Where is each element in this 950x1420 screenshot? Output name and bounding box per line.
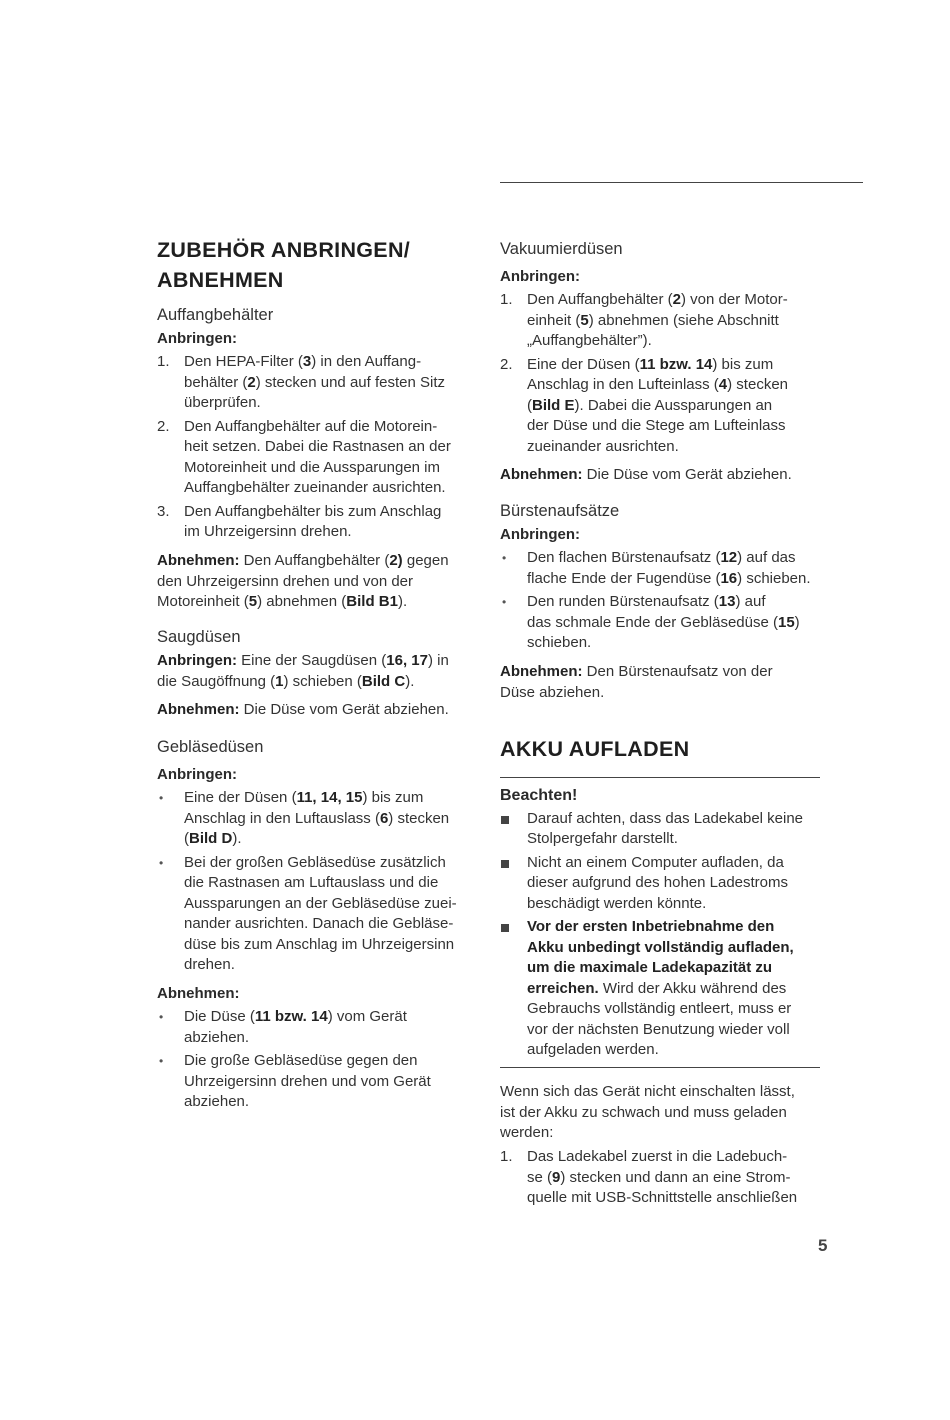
remove-saugduesen <box>157 700 479 721</box>
label-anbringen-4: Anbringen: <box>500 526 580 543</box>
text-line: das schmale Ende der Gebläsedüse (15) <box>527 613 800 631</box>
text-line: Die große Gebläsedüse gegen den <box>184 1052 418 1069</box>
text-line: vor der nächsten Benutzung wieder voll <box>527 1020 790 1038</box>
text-line: Gebrauchs vollständig entleert, muss er <box>527 1000 792 1017</box>
text-line: behälter (2) stecken und auf festen Sitz <box>184 373 445 391</box>
text-line: die Saugöffnung (1) schieben (Bild C). <box>157 672 415 690</box>
text-line: Abnehmen: Den Auffangbehälter (2) gegen <box>157 552 449 569</box>
list-item <box>157 1007 479 1048</box>
text-line: Anbringen: Eine der Saugdüsen (16, 17) in <box>157 652 449 669</box>
list-item <box>157 1051 479 1113</box>
list-vakuumierduesen <box>500 290 822 457</box>
text-line: der Düse und die Stege am Lufteinlass <box>527 417 786 434</box>
text-line: Eine der Düsen (11, 14, 15) bis zum <box>184 789 424 806</box>
list-item <box>157 502 479 543</box>
text-line: düse bis zum Anschlag im Uhrzeigersinn <box>184 935 455 953</box>
section-heading-akku: AKKU AUFLADEN <box>500 737 690 761</box>
text-line: die Rastnasen am Luftauslass und die <box>184 874 439 891</box>
text-line: zueinander ausrichten. <box>527 437 679 455</box>
square-bullet-icon <box>501 924 509 932</box>
list-item <box>500 592 822 654</box>
list-item <box>500 548 822 589</box>
text-line: se (9) stecken und dann an eine Strom- <box>527 1168 791 1186</box>
text-line: erreichen. Wird der Akku während des <box>527 979 787 997</box>
remove-auffangbehaelter <box>157 551 479 613</box>
square-bullet-icon <box>501 860 509 868</box>
square-bullet-icon <box>501 816 509 824</box>
list-buerstenaufsaetze <box>500 548 822 654</box>
text-line: Den flachen Bürstenaufsatz (12) auf das <box>527 549 796 566</box>
text-line: Wenn sich das Gerät nicht einschalten lässt, <box>500 1083 795 1100</box>
list-geblaeseduesen <box>157 788 479 976</box>
heading-line-2: ABNEHMEN <box>157 268 284 292</box>
heading-line-1: ZUBEHÖR ANBRINGEN/ <box>157 238 411 262</box>
page-number: 5 <box>818 1236 828 1255</box>
text-line: im Uhrzeigersinn drehen. <box>184 523 352 540</box>
note-box <box>500 777 820 1068</box>
label-anbringen-2: Anbringen: <box>157 766 237 783</box>
text-line: um die maximale Ladekapazität zu <box>527 959 773 976</box>
intro-text <box>500 1082 822 1144</box>
text-line: dieser aufgrund des hohen Ladestroms <box>527 874 789 891</box>
text-line: überprüfen. <box>184 394 261 411</box>
list-item <box>500 355 822 458</box>
text-line: Anschlag in den Luftauslass (6) stecken <box>184 809 450 827</box>
list-item <box>157 417 479 499</box>
text-line: flache Ende der Fugendüse (16) schieben. <box>527 569 811 587</box>
text-line: Den Auffangbehälter (2) von der Motor- <box>527 291 788 308</box>
note-bottom-rule <box>500 1067 820 1068</box>
subheading-geblaeseduesen: Gebläsedüsen <box>157 738 264 756</box>
text-line: Motoreinheit (5) abnehmen (Bild B1). <box>157 593 408 610</box>
text-line: schieben. <box>527 634 592 651</box>
text-line: Nicht an einem Computer aufladen, da <box>527 853 784 871</box>
text-line: Darauf achten, dass das Ladekabel keine <box>527 809 804 827</box>
text-line: Abnehmen: Die Düse vom Gerät abziehen. <box>157 701 449 718</box>
list-item <box>500 853 820 915</box>
text-line: Eine der Düsen (11 bzw. 14) bis zum <box>527 355 774 373</box>
subheading-vakuumierduesen: Vakuumierdüsen <box>500 240 623 258</box>
text-line: einheit (5) abnehmen (siehe Abschnitt <box>527 311 779 329</box>
text-line: Den Auffangbehälter auf die Motorein- <box>184 417 438 435</box>
remove-vakuumierduesen <box>500 465 822 486</box>
text-line: Akku unbedingt vollständig aufladen, <box>527 938 794 956</box>
section-heading-zubehoer <box>157 235 487 295</box>
bullet-icon: • <box>159 791 164 805</box>
list-item <box>500 917 820 1061</box>
text-line: Auffangbehälter zueinander ausrichten. <box>184 479 446 496</box>
list-item <box>500 290 822 352</box>
text-line: Bei der großen Gebläsedüse zusätzlich <box>184 853 446 871</box>
text-line: Uhrzeigersinn drehen und vom Gerät <box>184 1072 431 1090</box>
subheading-saugduesen: Saugdüsen <box>157 628 241 646</box>
text-line: abziehen. <box>184 1028 250 1046</box>
label-anbringen-3: Anbringen: <box>500 268 580 285</box>
text-line: Vor der ersten Inbetriebnahme den <box>527 918 775 935</box>
text-line: Anschlag in den Lufteinlass (4) stecken <box>527 376 788 393</box>
bullet-icon: • <box>159 1010 164 1024</box>
text-line: nander ausrichten. Danach die Gebläse- <box>184 915 454 932</box>
text-line: Motoreinheit und die Aussparungen im <box>184 458 440 476</box>
text-line: heit setzen. Dabei die Rastnasen an der <box>184 438 451 455</box>
list-number: 1. <box>500 291 513 308</box>
attach-saugduesen <box>157 651 479 692</box>
list-item <box>157 352 479 414</box>
text-line: Den Auffangbehälter bis zum Anschlag <box>184 502 442 520</box>
text-line: Stolpergefahr darstellt. <box>527 830 678 847</box>
label-anbringen: Anbringen: <box>157 330 237 347</box>
note-title: Beachten! <box>500 787 578 804</box>
text-line: den Uhrzeigersinn drehen und von der <box>157 572 414 590</box>
text-line: Düse abziehen. <box>500 683 605 701</box>
text-line: (Bild D). <box>184 830 242 847</box>
text-line: Den runden Bürstenaufsatz (13) auf <box>527 593 766 610</box>
subheading-auffangbehaelter: Auffangbehälter <box>157 306 274 324</box>
text-line: Abnehmen: Die Düse vom Gerät abziehen. <box>500 466 792 483</box>
text-line: ist der Akku zu schwach und muss geladen <box>500 1103 787 1121</box>
list-item <box>500 1147 822 1209</box>
list-aufladen <box>500 1147 822 1209</box>
text-line: „Auffangbehälter”). <box>527 332 652 349</box>
list-number: 1. <box>500 1148 513 1165</box>
bullet-icon: • <box>159 1054 164 1068</box>
text-line: werden: <box>500 1124 554 1141</box>
text-line: beschädigt werden könnte. <box>527 894 707 912</box>
list-number: 2. <box>500 355 513 373</box>
text-line: Aussparungen an der Gebläsedüse zuei- <box>184 894 457 912</box>
list-number: 3. <box>157 502 170 520</box>
text-line: drehen. <box>184 956 235 973</box>
label-abnehmen: Abnehmen: <box>157 985 240 1002</box>
remove-buerstenaufsaetze <box>500 662 822 703</box>
text-line: abziehen. <box>184 1093 250 1110</box>
note-top-rule <box>500 777 820 778</box>
list-item <box>157 788 479 850</box>
subheading-buerstenaufsaetze: Bürstenaufsätze <box>500 502 620 520</box>
list-number: 2. <box>157 417 170 435</box>
text-line: Den HEPA-Filter (3) in den Auffang- <box>184 353 422 370</box>
top-rule <box>500 182 863 183</box>
note-list <box>500 809 820 1061</box>
list-auffangbehaelter <box>157 352 479 543</box>
text-line: quelle mit USB-Schnittstelle anschließen <box>527 1189 798 1206</box>
text-line: (Bild E). Dabei die Aussparungen an <box>527 396 773 414</box>
text-line: aufgeladen werden. <box>527 1041 659 1058</box>
text-line: Das Ladekabel zuerst in die Ladebuch- <box>527 1148 788 1165</box>
list-number: 1. <box>157 353 170 370</box>
bullet-icon: • <box>159 855 164 870</box>
list-abnehmen <box>157 1007 479 1113</box>
text-line: Die Düse (11 bzw. 14) vom Gerät <box>184 1008 407 1025</box>
list-item <box>157 853 479 976</box>
list-item <box>500 809 820 850</box>
text-line: Abnehmen: Den Bürstenaufsatz von der <box>500 663 773 680</box>
bullet-icon: • <box>502 551 507 565</box>
bullet-icon: • <box>502 595 507 609</box>
